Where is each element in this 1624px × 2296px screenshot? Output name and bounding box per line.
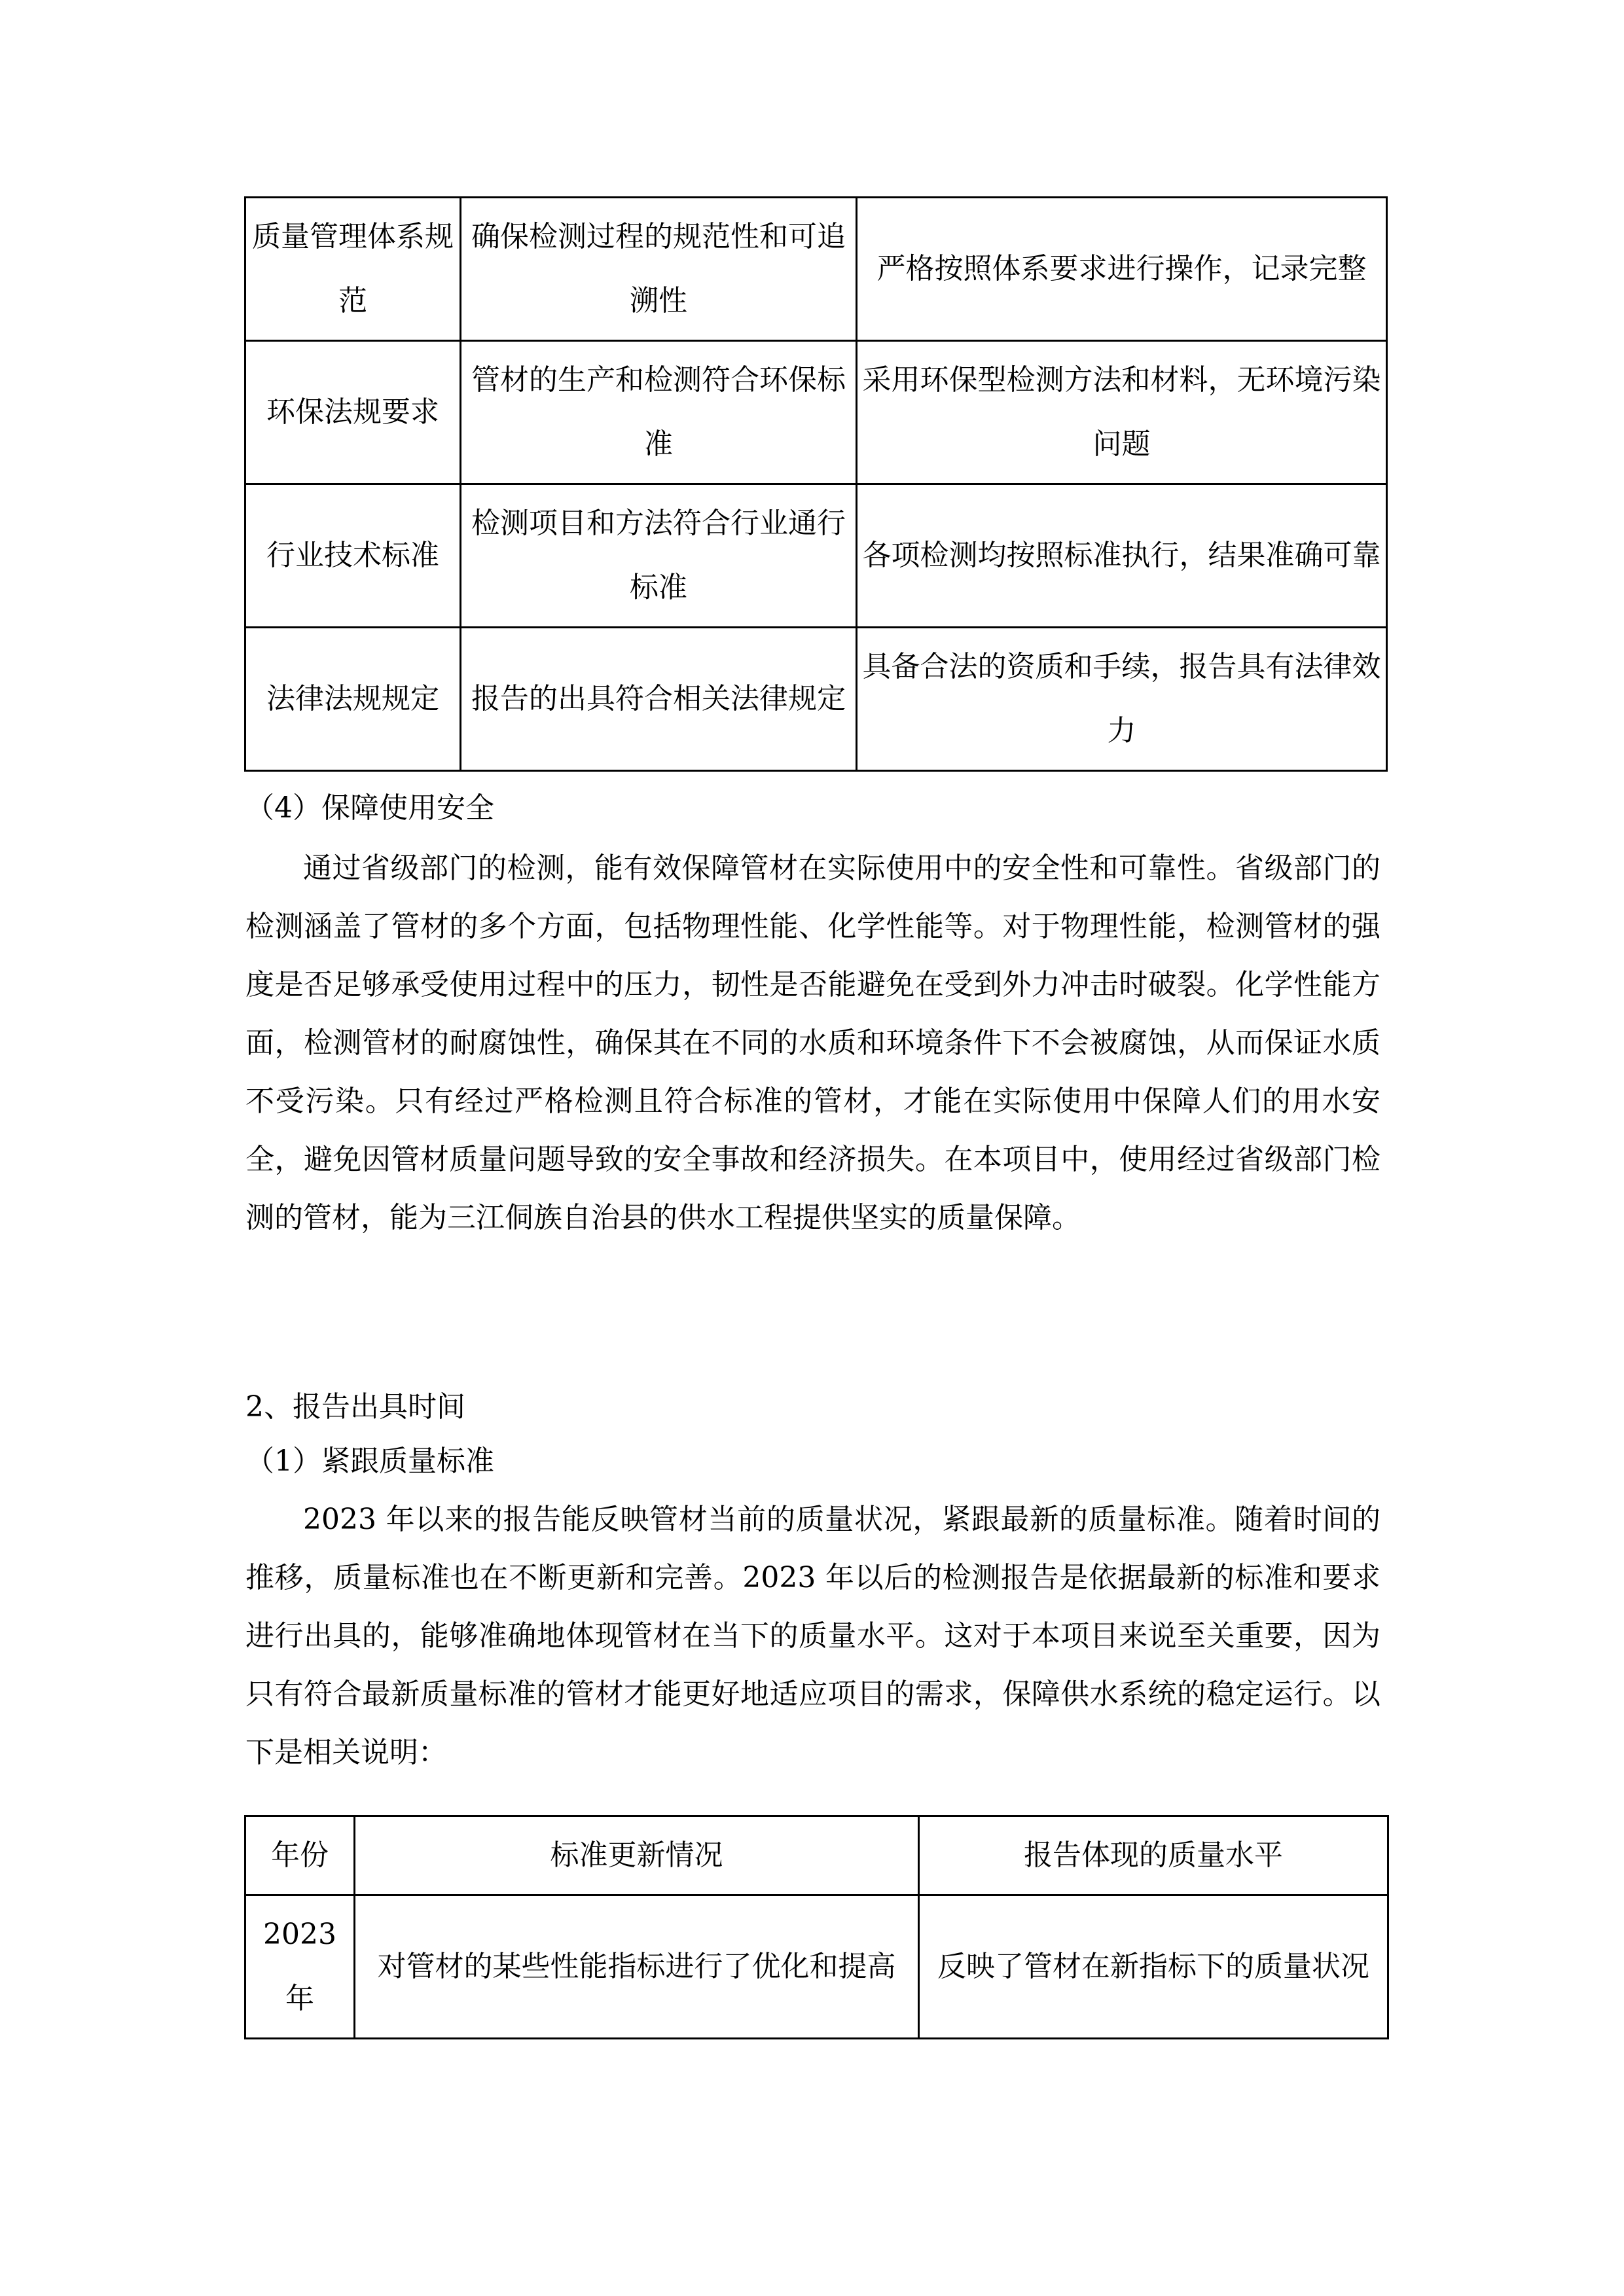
table-cell: 2023 年 bbox=[245, 1895, 355, 2039]
standard-update-table bbox=[244, 1815, 1389, 2039]
table-cell: 质量管理体系规范 bbox=[245, 198, 461, 341]
table-cell: 环保法规要求 bbox=[245, 341, 461, 484]
table-cell: 管材的生产和检测符合环保标准 bbox=[461, 341, 857, 484]
column-header: 报告体现的质量水平 bbox=[919, 1816, 1388, 1895]
body-paragraph: 2023 年以来的报告能反映管材当前的质量状况，紧跟最新的质量标准。随着时间的推移，质量标准也在不断更新和完善。2023 年以后的检测报告是依据最新的标准和要求进行出具的，能够准确地体现管材在当下的质量水平。这对于本项目来说至关重要，因为只有符合最新质量标准的管材才能更好地适应项目的需求，保障供水系统的稳定运行。以下是相关说明： bbox=[245, 1503, 1380, 1769]
table-cell: 反映了管材在新指标下的质量状况 bbox=[919, 1895, 1388, 2039]
table-cell: 行业技术标准 bbox=[245, 484, 461, 628]
table-cell: 检测项目和方法符合行业通行标准 bbox=[461, 484, 857, 628]
table-row bbox=[245, 628, 1387, 771]
column-header: 标准更新情况 bbox=[355, 1816, 919, 1895]
table-row bbox=[245, 484, 1387, 628]
subsection-heading-quality-standard: （1）紧跟质量标准 bbox=[245, 1444, 494, 1478]
table-cell: 确保检测过程的规范性和可追溯性 bbox=[461, 198, 857, 341]
table-cell: 对管材的某些性能指标进行了优化和提高 bbox=[355, 1895, 919, 2039]
table-row bbox=[245, 1895, 1388, 2039]
section-heading-use-safety: （4）保障使用安全 bbox=[245, 791, 494, 825]
body-paragraph: 通过省级部门的检测，能有效保障管材在实际使用中的安全性和可靠性。省级部门的检测涵盖了管材的多个方面，包括物理性能、化学性能等。对于物理性能，检测管材的强度是否足够承受使用过程中的压力，韧性是否能避免在受到外力冲击时破裂。化学性能方面，检测管材的耐腐蚀性，确保其在不同的水质和环境条件下不会被腐蚀，从而保证水质不受污染。只有经过严格检测且符合标准的管材，才能在实际使用中保障人们的用水安全，避免因管材质量问题导致的安全事故和经济损失。在本项目中，使用经过省级部门检测的管材，能为三江侗族自治县的供水工程提供坚实的质量保障。 bbox=[245, 852, 1380, 1234]
table-cell: 法律法规规定 bbox=[245, 628, 461, 771]
use-safety-paragraph-block bbox=[245, 839, 1380, 1247]
table-row bbox=[245, 341, 1387, 484]
table-cell: 报告的出具符合相关法律规定 bbox=[461, 628, 857, 771]
section-heading-report-time: 2、报告出具时间 bbox=[245, 1390, 465, 1424]
table-header-row bbox=[245, 1816, 1388, 1895]
table-cell: 具备合法的资质和手续，报告具有法律效力 bbox=[857, 628, 1387, 771]
table-cell: 采用环保型检测方法和材料，无环境污染问题 bbox=[857, 341, 1387, 484]
compliance-table bbox=[244, 196, 1388, 772]
quality-standard-paragraph-block bbox=[245, 1490, 1380, 1782]
table-row bbox=[245, 198, 1387, 341]
table-cell: 严格按照体系要求进行操作，记录完整 bbox=[857, 198, 1387, 341]
table-cell: 各项检测均按照标准执行，结果准确可靠 bbox=[857, 484, 1387, 628]
column-header: 年份 bbox=[245, 1816, 355, 1895]
